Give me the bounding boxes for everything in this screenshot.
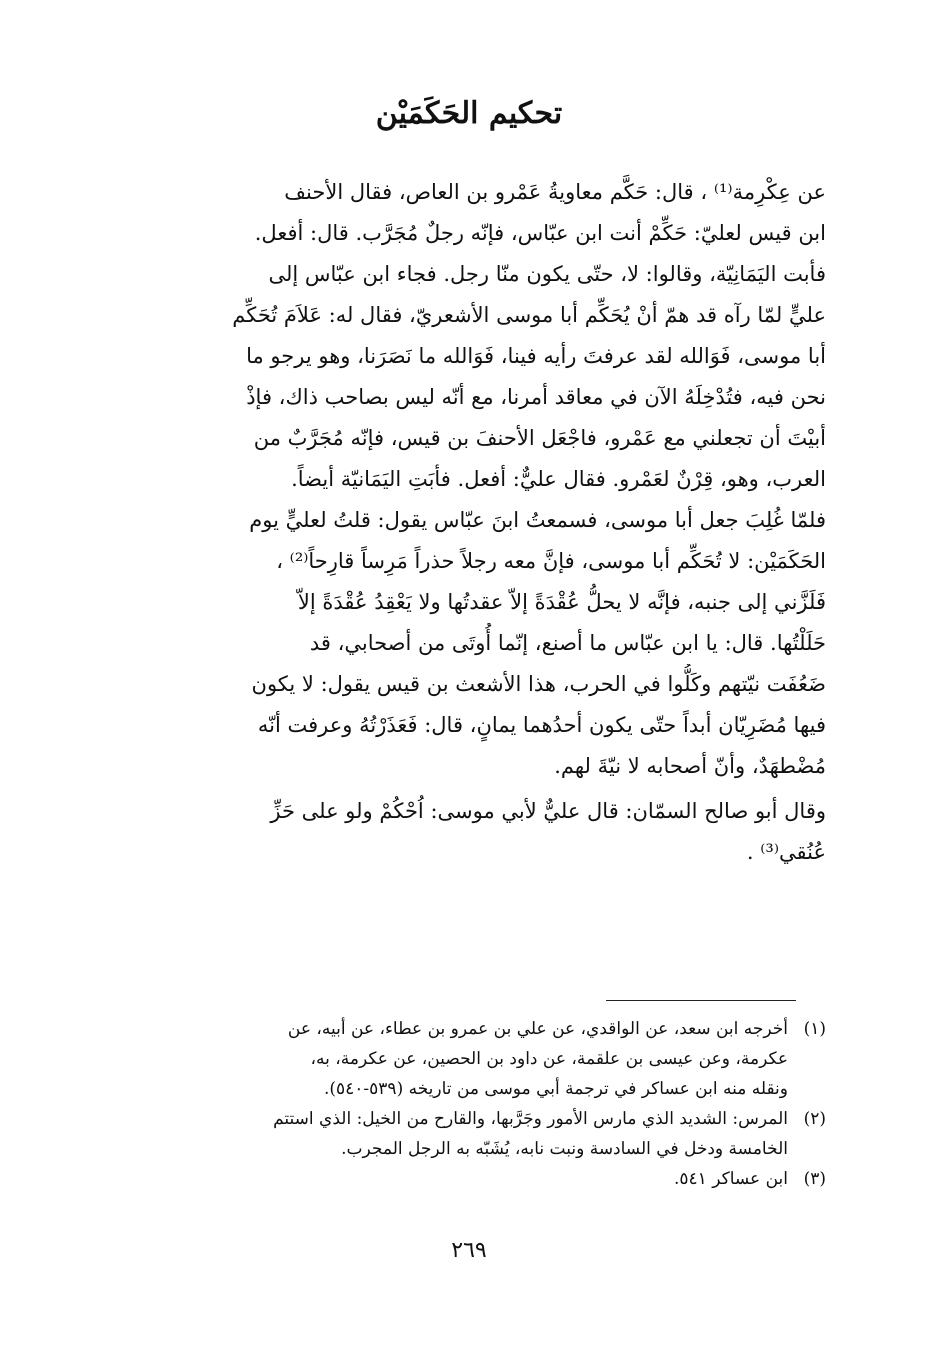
text-line: وقال أبو صالح السمّان: قال عليٌّ لأبي موسى: اُحْكُمْ ولو على حَزِّ <box>270 799 826 823</box>
text-line: أبيْتَ أن تجعلني مع عَمْرو، فاجْعَل الأحنفَ بن قيس، فإنّه مُجَرَّبٌ من <box>253 426 826 450</box>
paragraph-2 <box>132 791 826 873</box>
text-line: نحن فيه، فتُدْخِلَهُ الآن في معاقد أمرنا، مع أنّه ليس بصاحب ذاك، فإذْ <box>246 385 826 409</box>
text-line: حَلَلْتُها. قال: يا ابن عبّاس ما أصنع، إنّما أُوتَى من أصحابي، قد <box>309 631 826 655</box>
footnote-number: (٣) <box>803 1169 826 1189</box>
text-line: ضَعُفَت نيّتهم وكَلُّوا في الحرب، هذا الأشعث بن قيس يقول: لا يكون <box>251 672 826 696</box>
footnote-line: عكرمة، وعن عيسى بن علقمة، عن داود بن الحصين، عن عكرمة، به، <box>310 1049 788 1069</box>
footnote-line: ونقله منه ابن عساكر في ترجمة أبي موسى من تاريخه (٥٣٩-٥٤٠). <box>323 1079 788 1099</box>
text-line: الحَكَمَيْن: لا تُحَكِّم أبا موسى، فإنَّ معه رجلاً حذراً مَرِساً قارِحاً⁽²⁾ ، <box>276 549 826 573</box>
text-line: عُنُقي⁽³⁾ . <box>746 840 826 864</box>
text-line: فَلَزَّني إلى جنبه، فإنَّه لا يحلُّ عُقْدَةً إلاّ عقدتُها ولا يَعْقِدُ عُقْدَةً إلاّ <box>297 590 826 614</box>
text-line: فلمّا غُلِبَ جعل أبا موسى، فسمعتُ ابنَ عبّاس يقول: قلتُ لعليٍّ يوم <box>249 508 826 532</box>
text-line: أبا موسى، فَوَالله لقد عرفتَ رأيه فينا، فَوَالله ما نَصَرَنا، وهو يرجو ما <box>246 344 826 368</box>
chapter-title: تحكيم الحَكَمَيْن <box>375 96 563 131</box>
footnote-line: أخرجه ابن سعد، عن الواقدي، عن علي بن عمرو بن عطاء، عن أبيه، عن <box>287 1019 788 1039</box>
footnote-1 <box>132 1014 826 1104</box>
footnote-line: المرس: الشديد الذي مارس الأمور وجَرَّبها، والقارح من الخيل: الذي استتم <box>273 1109 788 1129</box>
footnote-number: (٢) <box>803 1109 826 1129</box>
footnote-text <box>132 1164 788 1194</box>
footnotes <box>132 1014 826 1194</box>
text-line: العرب، وهو، قِرْنٌ لعَمْرو. فقال عليٌّ: أفعل. فأبَتِ اليَمَانيّة أيضاً. <box>291 467 826 491</box>
footnote-number: (١) <box>803 1019 826 1039</box>
footnote-2 <box>132 1104 826 1164</box>
text-line: فيها مُضَرِيّان أبداً حتّى يكون أحدُهما يمانٍ، قال: فَعَذَرْتُهُ وعرفت أنّه <box>257 713 826 737</box>
text-line: عليٍّ لمّا رآه قد همّ أنْ يُحَكِّم أبا موسى الأشعريّ، فقال له: عَلاَمَ تُحَكِّم <box>232 303 826 327</box>
page-number: ٢٦٩ <box>451 1238 487 1263</box>
footnote-line: الخامسة ودخل في السادسة ونبت نابه، يُشَبّه به الرجل المجرب. <box>341 1139 788 1159</box>
footnote-separator <box>606 1000 796 1001</box>
footnote-line: ابن عساكر ٥٤١. <box>674 1169 788 1189</box>
text-line: عن عِكْرِمة⁽¹⁾ ، قال: حَكَّم معاويةُ عَمْرو بن العاص، فقال الأحنف <box>284 180 826 204</box>
footnote-3 <box>132 1164 826 1194</box>
footnote-text <box>132 1014 788 1104</box>
paragraph-1 <box>132 172 826 787</box>
text-line: مُضْطهَدٌ، وأنّ أصحابه لا نيّةَ لهم. <box>554 754 826 778</box>
main-text <box>132 172 826 873</box>
text-line: فأبت اليَمَانِيّة، وقالوا: لا، حتّى يكون منّا رجل. فجاء ابن عبّاس إلى <box>268 262 826 286</box>
text-line: ابن قيس لعليّ: حَكِّمْ أنت ابن عبّاس، فإنّه رجلٌ مُجَرَّب. قال: أفعل. <box>254 221 826 245</box>
footnote-text <box>132 1104 788 1164</box>
